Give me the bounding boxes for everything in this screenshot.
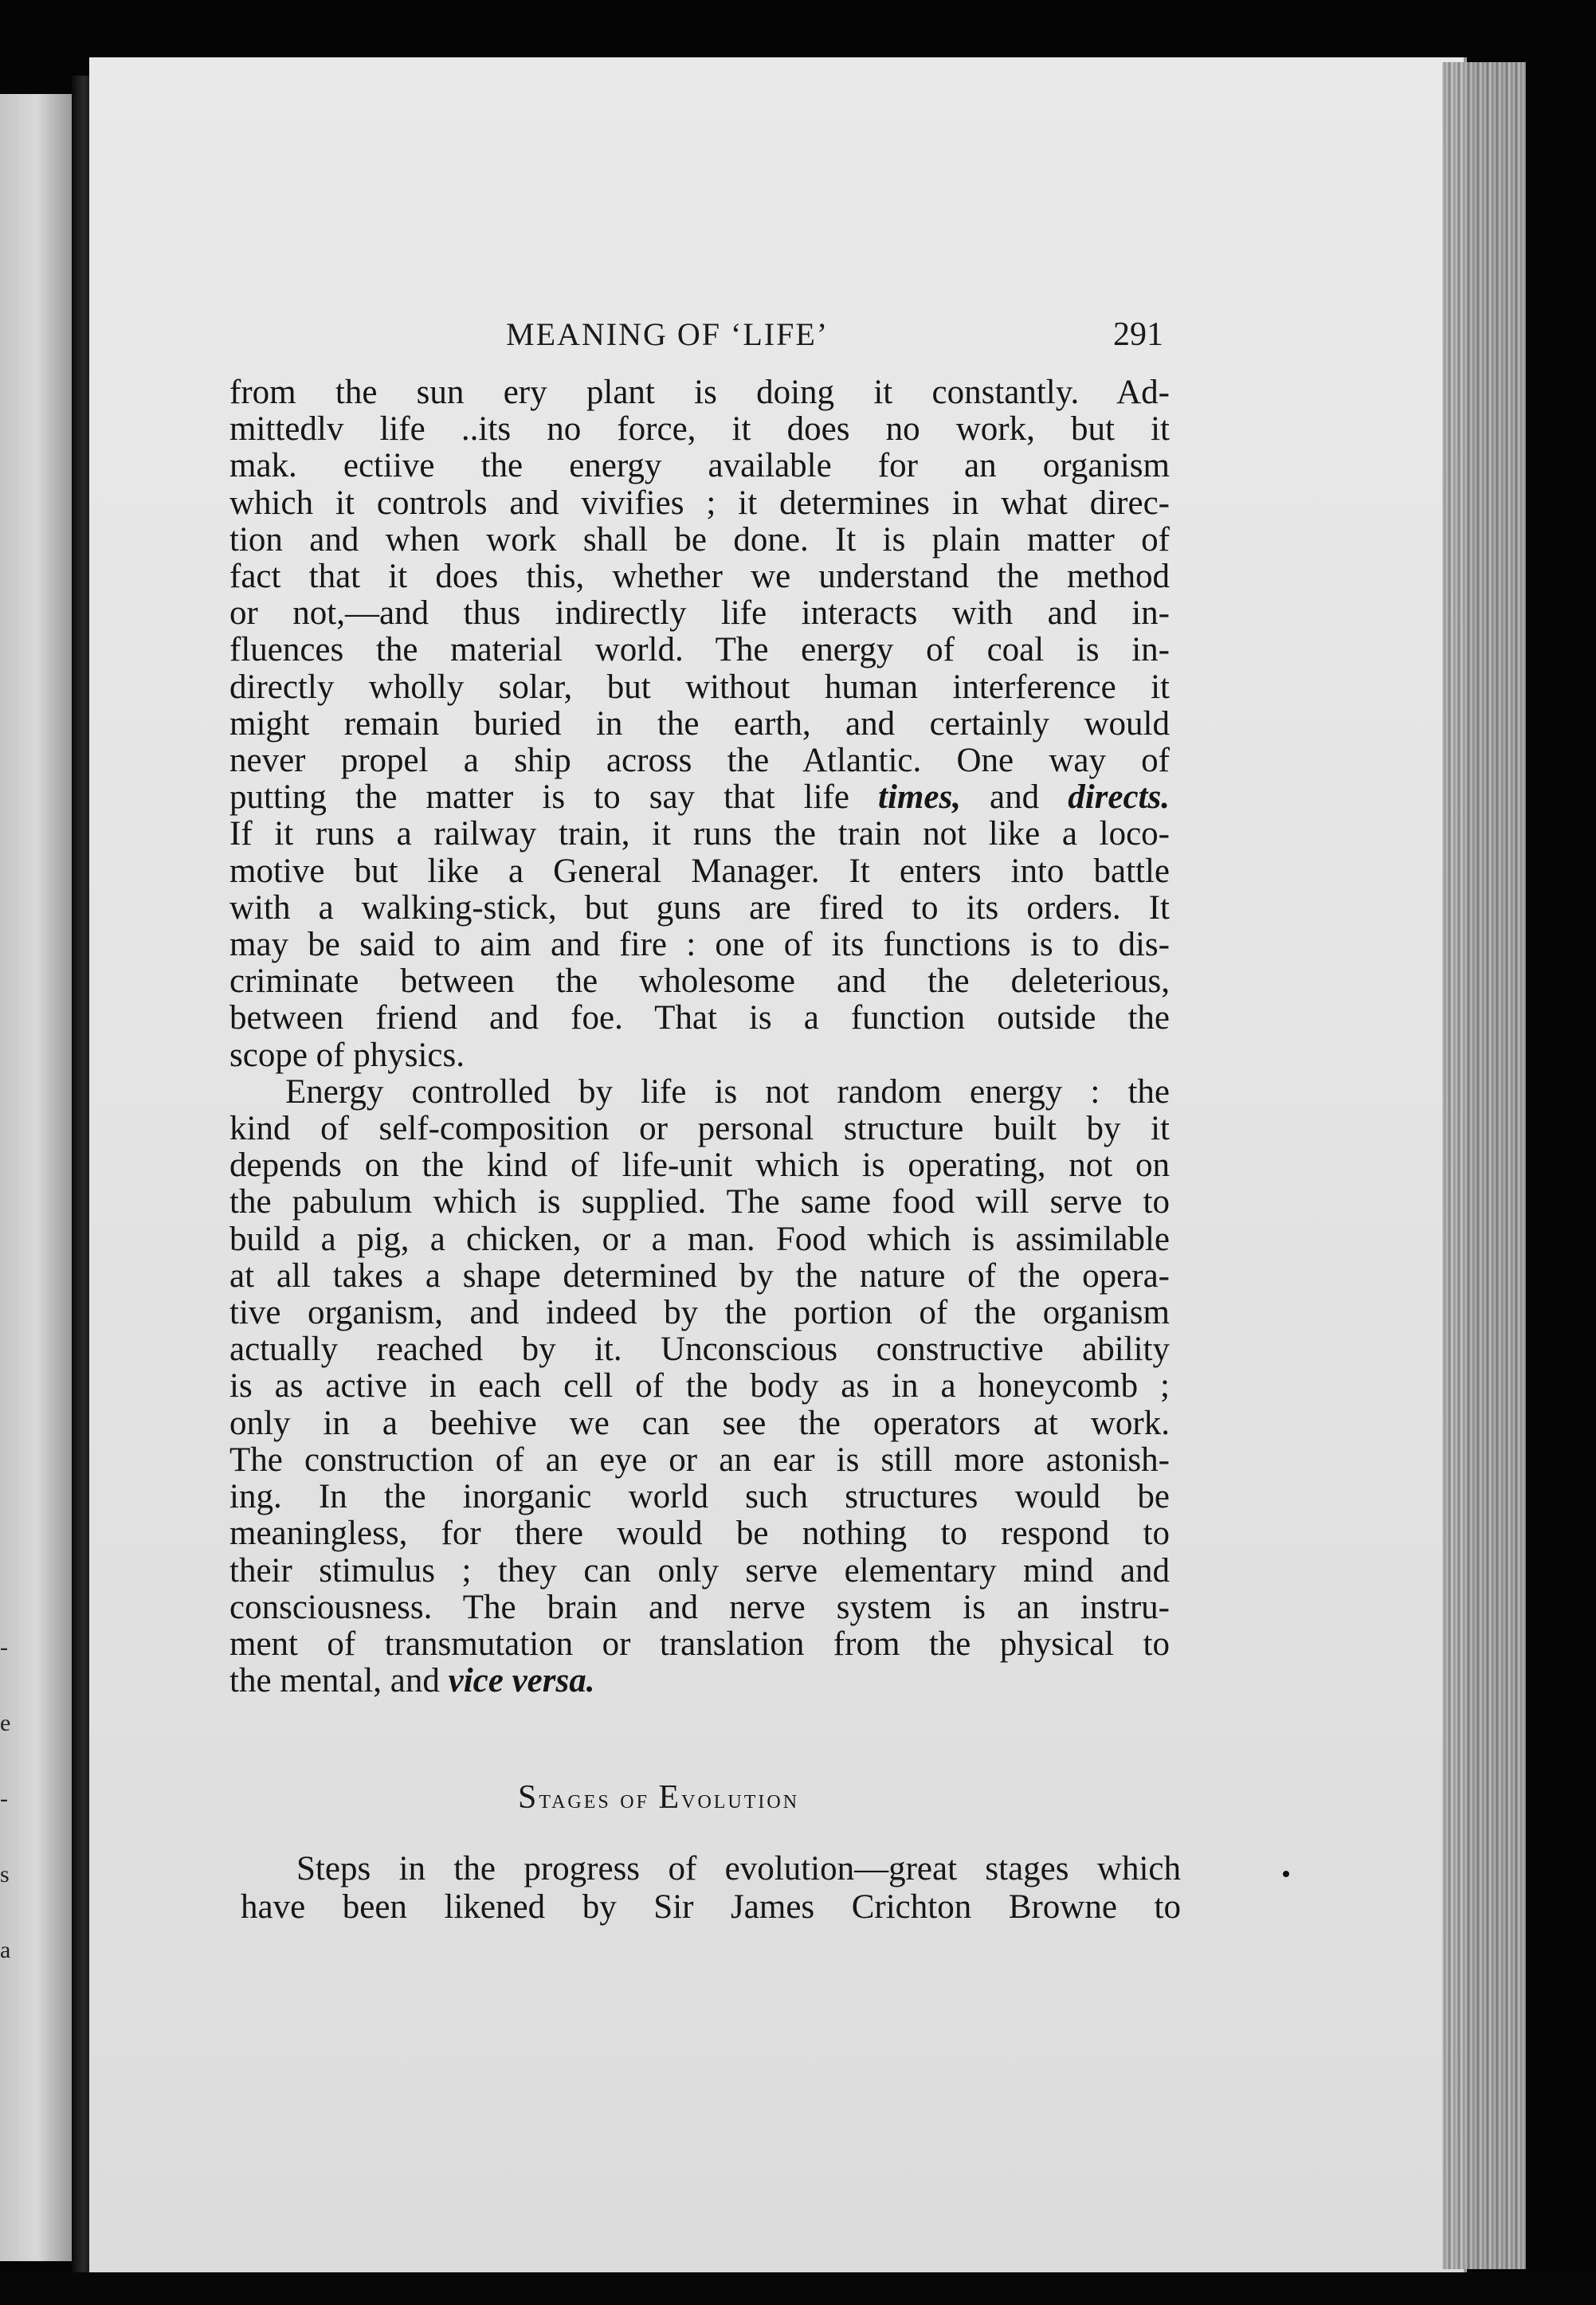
text-line: fluences the material world. The energy of coal is in-: [229, 631, 1170, 669]
text-segment: and: [990, 778, 1040, 817]
text-segment: the mental, and: [229, 1662, 440, 1700]
paragraph-3: [241, 1850, 1181, 1927]
text-line-with-italics: [229, 779, 1170, 816]
page-header: [231, 316, 1163, 363]
text-line: ing. In the inorganic world such structures would be: [229, 1478, 1170, 1516]
text-line: mittedlv life ..its no force, it does no work, but it: [229, 410, 1170, 449]
paragraph-2: [229, 1074, 1170, 1699]
italic-word: vice versa.: [448, 1662, 595, 1700]
text-line: actually reached by it. Unconscious constructive ability: [229, 1331, 1170, 1369]
text-line: build a pig, a chicken, or a man. Food which is assimilable: [229, 1220, 1170, 1258]
stray-mark: [1283, 1871, 1289, 1877]
heading-cap: S: [518, 1779, 539, 1816]
text-line: meaningless, for there would be nothing to respond to: [229, 1515, 1170, 1553]
text-line: tion and when work shall be done. It is plain matter of: [229, 520, 1170, 559]
bottom-shadow: [0, 2272, 1596, 2305]
section-heading: [518, 1778, 799, 1817]
text-line: consciousness. The brain and nerve system is an instru-: [229, 1588, 1170, 1626]
text-line: which it controls and vivifies ; it determines in what direc-: [229, 484, 1170, 522]
left-mark: -: [0, 1786, 8, 1812]
text-line: motive but like a General Manager. It enters into battle: [229, 852, 1170, 890]
text-line: the pabulum which is supplied. The same food will serve to: [229, 1183, 1170, 1221]
text-line: Steps in the progress of evolution—great stages which: [296, 1850, 1181, 1888]
text-line: directly wholly solar, but without human interference it: [229, 668, 1170, 706]
text-line: depends on the kind of life-unit which is operating, not on: [229, 1147, 1170, 1185]
text-line: is as active in each cell of the body as in a honeycomb ;: [229, 1367, 1170, 1405]
text-line-with-italics: [229, 1663, 1170, 1699]
text-line: from the sun ery plant is doing it constantly. Ad-: [229, 374, 1170, 411]
text-line: might remain buried in the earth, and certainly would: [229, 704, 1170, 743]
italic-word: times,: [878, 778, 961, 817]
heading-text: tages of: [539, 1785, 659, 1814]
text-line: with a walking-stick, but guns are fired to its orders. It: [229, 888, 1170, 927]
left-mark: -: [0, 1634, 8, 1660]
body-text: [229, 374, 1170, 1699]
text-line: criminate between the wholesome and the deleterious,: [229, 962, 1170, 1001]
text-line: their stimulus ; they can only serve elementary mind and: [229, 1551, 1170, 1590]
running-head: MEANING OF ‘LIFE’: [506, 316, 829, 352]
text-line: between friend and foe. That is a function outside the: [229, 999, 1170, 1037]
heading-cap: E: [658, 1779, 682, 1816]
heading-text: volution: [681, 1785, 800, 1814]
text-line: or not,—and thus indirectly life interacts with and in-: [229, 594, 1170, 633]
text-line: may be said to aim and fire : one of its functions is to dis-: [229, 926, 1170, 964]
page-edges: [1442, 62, 1526, 2269]
text-line: The construction of an eye or an ear is still more astonish-: [229, 1441, 1170, 1479]
text-line: at all takes a shape determined by the nature of the opera-: [229, 1256, 1170, 1295]
left-mark: a: [0, 1937, 11, 1963]
text-line: ment of transmutation or translation from the physical to: [229, 1625, 1170, 1663]
left-mark: e: [0, 1710, 11, 1736]
paragraph-1: [229, 374, 1170, 1074]
text-line: kind of self-composition or personal structure built by it: [229, 1110, 1170, 1148]
text-line: have been likened by Sir James Crichton Browne to: [241, 1888, 1181, 1926]
text-line: only in a beehive we can see the operators at work.: [229, 1404, 1170, 1442]
italic-word: directs.: [1068, 778, 1170, 817]
text-line: mak. ectiive the energy available for an organism: [229, 447, 1170, 485]
text-segment: putting the matter is to say that life: [229, 778, 849, 817]
text-line: tive organism, and indeed by the portion of the organism: [229, 1294, 1170, 1332]
text-line: Energy controlled by life is not random energy : the: [285, 1072, 1170, 1111]
left-page-marks: [0, 1609, 16, 1988]
text-line: never propel a ship across the Atlantic. One way of: [229, 742, 1170, 780]
text-line: scope of physics.: [229, 1036, 465, 1074]
left-mark: s: [0, 1861, 10, 1888]
text-line: fact that it does this, whether we understand the method: [229, 558, 1170, 596]
page-number: 291: [1113, 316, 1163, 353]
text-line: If it runs a railway train, it runs the train not like a loco-: [229, 815, 1170, 853]
